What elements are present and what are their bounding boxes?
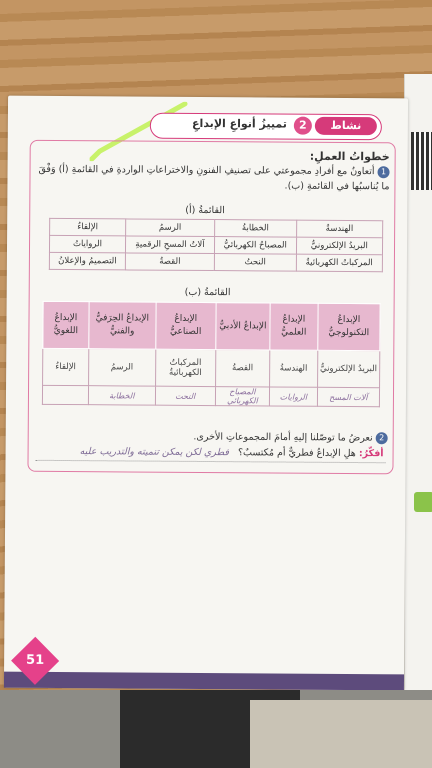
handwritten-cell: الروايات: [269, 387, 317, 406]
list-a-cell: المركباتُ الكهربائيةُ: [296, 254, 383, 272]
list-a-title: القائمةُ (أ): [185, 204, 225, 217]
list-b-header: الإبداعُ الحِرَفيُّ والفنيُّ: [89, 302, 156, 349]
list-b-header: الإبداعُ العلميُّ: [270, 303, 318, 350]
list-b-header: الإبداعُ الأدبيُّ: [216, 303, 271, 350]
handwritten-row: [42, 385, 379, 406]
step-1: [29, 162, 389, 195]
step-1-number: 1: [378, 166, 390, 178]
list-a-cell: النحتُ: [214, 254, 296, 272]
list-b-header: الإبداعُ الصناعيُّ: [156, 302, 216, 349]
list-a-cell: الهندسةُ: [296, 220, 383, 238]
activity-label: نشاط: [315, 117, 377, 135]
think-prompt: [80, 446, 384, 459]
activity-title: تمييزُ أنواعِ الإبداعِ: [192, 116, 287, 131]
think-question: هلِ الإبداعُ فطريٌّ أم مُكتسبٌ؟: [237, 447, 356, 460]
list-a-cell: البريدُ الإلكترونيُّ: [296, 237, 383, 255]
list-a-cell: الخطابةُ: [214, 220, 296, 238]
list-b-cell: الرسمُ: [88, 349, 155, 386]
list-b-cell: البريدُ الإلكترونيُّ: [317, 350, 380, 387]
list-a-cell: الرواياتُ: [49, 235, 125, 253]
table-row: [43, 348, 380, 387]
handwritten-cell: آلات المسح: [317, 387, 379, 406]
step-2-number: 2: [376, 432, 388, 444]
list-a-table: [49, 218, 383, 272]
step-1-text: أتعاونُ مع أفرادِ مجموعتي على تصنيفِ الفنونِ والاختراعاتِ الواردةِ في القائمةِ (أ) وَفْقَ ما يُناسبُها في القائمةِ (ب).: [38, 163, 390, 193]
step-2: [193, 431, 387, 444]
handwritten-cell: [42, 385, 88, 404]
list-a-cell: آلاتُ المسحِ الرقميةِ: [125, 236, 214, 254]
handwritten-cell: المصباح الكهربائي: [215, 387, 269, 406]
list-b-cell: الهندسةُ: [270, 350, 318, 387]
handwritten-cell: الخطابة: [88, 386, 155, 405]
qr-code-icon: [411, 132, 432, 190]
list-b-cell: الإلقاءُ: [43, 348, 89, 385]
list-b-header: الإبداعُ التكنولوجيُّ: [318, 303, 381, 350]
list-a-cell: الإلقاءُ: [50, 218, 126, 236]
list-b-cell: القصةُ: [215, 350, 270, 387]
list-b-header: الإبداعُ اللغويُّ: [43, 301, 89, 348]
list-b-title: القائمةُ (ب): [184, 286, 231, 299]
step-2-text: نعرضُ ما توصّلنا إليهِ أمامَ المجموعاتِ الأخرى.: [193, 431, 373, 444]
steps-heading: خطواتُ العملِ:: [309, 149, 390, 164]
handwritten-cell: النحت: [155, 386, 215, 405]
list-a-cell: القصةُ: [125, 253, 214, 271]
list-b-table: [42, 301, 381, 407]
table-row: [49, 252, 382, 271]
list-a-cell: الرسمُ: [126, 219, 215, 237]
fabric-object: [250, 700, 432, 768]
floor-area: [0, 690, 432, 768]
page-bottom-strip: [4, 672, 404, 691]
activity-number: 2: [294, 117, 312, 135]
green-tab-icon: [414, 492, 432, 512]
activity-title-bar: [150, 113, 382, 141]
think-label: أفكّرُ:: [358, 448, 384, 460]
list-a-cell: المصباحُ الكهربائيُّ: [214, 237, 296, 255]
handwritten-answer: فطري لكن يمكن تنميته والتدريب عليه: [79, 446, 229, 459]
page-number: 51: [26, 652, 45, 668]
book-page: [4, 96, 408, 691]
list-b-cell: المركباتُ الكهربائيةُ: [155, 349, 215, 386]
table-header-row: [43, 301, 380, 350]
page-number-badge: [11, 637, 59, 685]
list-a-cell: التصميمُ والإعلانُ: [49, 252, 125, 270]
